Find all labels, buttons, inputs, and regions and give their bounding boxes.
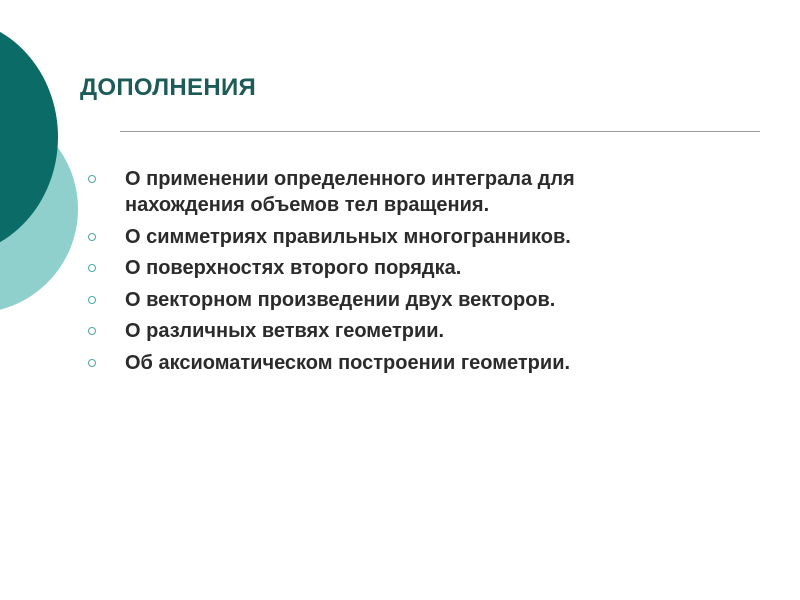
list-item (88, 166, 768, 218)
bullet-text-line: нахождения объемов тел вращения. (125, 194, 490, 216)
bullet-text-line: О симметриях правильных многогранников. (125, 225, 571, 248)
bullet-text-line: Об аксиоматическом построении геометрии. (125, 351, 571, 374)
bullet-list (88, 166, 768, 381)
bullet-circle-icon (88, 327, 96, 335)
bullet-circle-icon (88, 264, 96, 272)
bullet-circle-icon (88, 296, 96, 304)
list-item (88, 318, 768, 344)
bullet-circle-icon (88, 175, 96, 183)
bullet-text-line: О различных ветвях геометрии. (125, 320, 445, 342)
bullet-text-line: О векторном произведении двух векторов. (125, 288, 556, 311)
bullet-circle-icon (88, 233, 96, 241)
title-divider (120, 131, 760, 132)
bullet-text-line: О применении определенного интеграла для (125, 168, 575, 190)
list-item (88, 224, 768, 250)
bullet-circle-icon (88, 359, 96, 367)
list-item (88, 287, 768, 313)
bullet-text-line: О поверхностях второго порядка. (125, 257, 462, 279)
slide-title: ДОПОЛНЕНИЯ (80, 74, 257, 101)
list-item (88, 255, 768, 281)
list-item (88, 350, 768, 376)
